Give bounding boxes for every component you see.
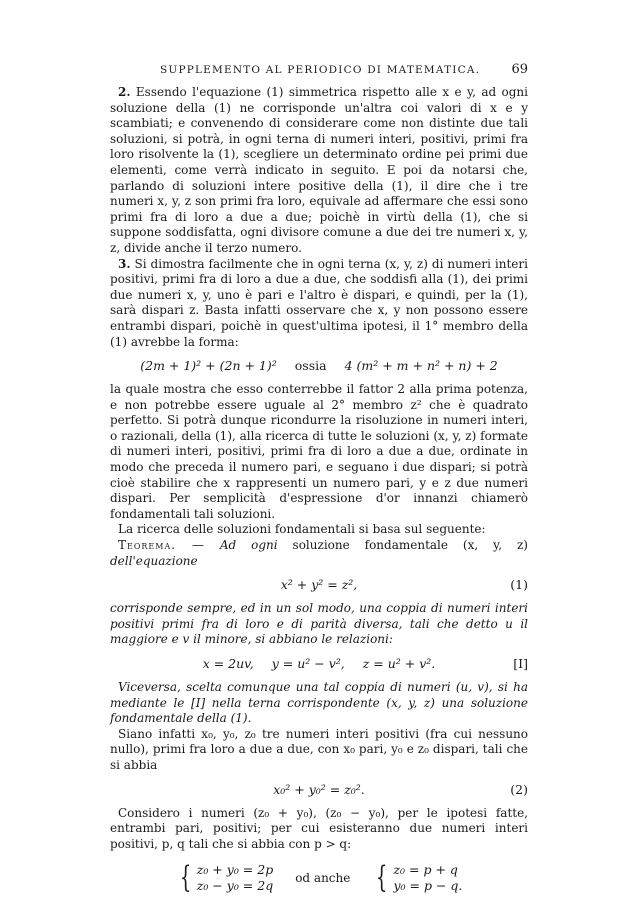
section-2-text: Essendo l'equazione (1) simmetrica rispetto alle x e y, ad ogni soluzione della (1) ne corrisponde un'altra coi valori di x e y scambiati; e convenendo di considerare come non distinte due tali soluzioni, si potrà, in ogni terna di numeri interi, positivi, primi fra loro risolvente la (1), scegliere un determinato ordine pei primi due elementi, come verrà indicato in seguito. E poi da notarsi che, parlando di soluzioni intere positive della (1), il dire che i tre numeri x, y, z son primi fra loro, equivale ad affermare che essi sono primi fra di loro a due a due; poichè in virtù della (1), che si suppone soddisfatta, ogni divisore comune a due dei tre numeri x, y, z, divide anche il terzo numero. [110, 85, 528, 255]
equation-form [110, 357, 528, 374]
equation-system [110, 862, 528, 894]
system-left-line-2: z₀ − y₀ = 2q [196, 878, 274, 894]
equation-form-left: (2m + 1)² + (2n + 1)² [140, 358, 277, 374]
equation-2-label: (2) [510, 781, 528, 797]
equation-1 [110, 576, 528, 593]
equation-1-expr: x² + y² = z², [280, 577, 358, 593]
system-right [372, 862, 462, 894]
section-2-paragraph [110, 85, 528, 257]
theorem-statement [110, 538, 528, 569]
theorem-intro-italic: Ad ogni [219, 538, 278, 553]
equation-I-label: [I] [513, 656, 528, 671]
section-3-paragraph [110, 257, 528, 351]
system-left [176, 862, 274, 894]
viceversa-text: Viceversa, scelta comunque una tal coppia di numeri (u, v), si ha mediante le [I] nella terna corrispondente (x, y, z) una soluzione fondamentale della (1). [110, 680, 528, 726]
equation-I-b: y = u² − v², [271, 656, 345, 671]
equation-form-right: 4 (m² + m + n² + n) + 2 [344, 358, 498, 374]
paragraph-after-form: la quale mostra che esso conterrebbe il fattor 2 alla prima potenza, e non potrebbe essere uguale al 2° membro z² che è quadrato perfetto. Si potrà dunque ricondurre la risoluzione in numeri interi, o razionali, della (1), alla ricerca di tutte le soluzioni (x, y, z) formate di numeri interi, positivi, primi fra di loro a due a due, ordinate in modo che preceda il numero pari, e seguano i due dispari; si potrà cioè stabilire che x rappresenti un numero pari, y e z due numeri dispari. Per semplicità d'espressione d'or innanzi chiamerò fondamentali tali soluzioni. [110, 382, 528, 521]
header-title: SUPPLEMENTO AL PERIODICO DI MATEMATICA. [160, 64, 481, 76]
right-group-brace-icon: { [376, 860, 388, 896]
system-left-line-1: z₀ + y₀ = 2p [196, 862, 274, 878]
equation-I-c: z = u² + v². [362, 656, 436, 671]
equation-2-expr: x₀² + y₀² = z₀². [273, 781, 365, 797]
section-2-number: 2. [118, 85, 131, 99]
equation-I [110, 655, 528, 672]
running-header [110, 62, 528, 77]
theorem-intro-roman: soluzione fondamentale (x, y, z) [292, 538, 528, 553]
viceversa-paragraph [110, 680, 528, 727]
paragraph-ricerca: La ricerca delle soluzioni fondamentali si basa sul seguente: [118, 522, 486, 537]
system-right-line-2: y₀ = p − q. [393, 878, 463, 894]
system-connector: od anche [295, 871, 351, 886]
equation-1-label: (1) [510, 577, 528, 593]
section-3-text: Si dimostra facilmente che in ogni terna (x, y, z) di numeri interi positivi, primi fra di loro a due a due, che soddisfi alla (1), dei primi due numeri x, y, uno è pari e l'altro è dispari, e quindi, per la (1), sarà dispari z. Basta infatti osservare che x, y non possono essere entrambi dispari, poichè in quest'ultima ipotesi, il 1° membro della (1) avrebbe la forma: [110, 256, 528, 349]
siano-paragraph: Siano infatti x₀, y₀, z₀ tre numeri interi positivi (fra cui nessuno nullo), primi fra loro a due a due, con x₀ pari, y₀ e z₀ dispari, tali che si abbia [110, 726, 528, 772]
considero-paragraph: Considero i numeri (z₀ + y₀), (z₀ − y₀), per le ipotesi fatte, entrambi pari, positivi; per cui esisteranno due numeri interi positivi, p, q tali che si abbia con p > q: [110, 805, 528, 851]
equation-2 [110, 781, 528, 798]
left-brace-icon: { [179, 860, 191, 896]
equation-form-connector: ossia [294, 358, 327, 374]
theorem-intro-italic2: dell'equazione [110, 553, 198, 568]
section-3-number: 3. [118, 256, 131, 271]
theorem-body [110, 601, 528, 648]
page-number: 69 [511, 62, 528, 77]
equation-I-a: x = 2uv, [202, 656, 254, 671]
theorem-label: Teorema. — [118, 538, 205, 553]
theorem-body-text: corrisponde sempre, ed in un sol modo, una coppia di numeri interi positivi primi fra di loro e di parità diversa, tali che detto u il maggiore e v il minore, si abbiano le relazioni: [110, 601, 528, 647]
system-right-line-1: z₀ = p + q [393, 862, 458, 878]
